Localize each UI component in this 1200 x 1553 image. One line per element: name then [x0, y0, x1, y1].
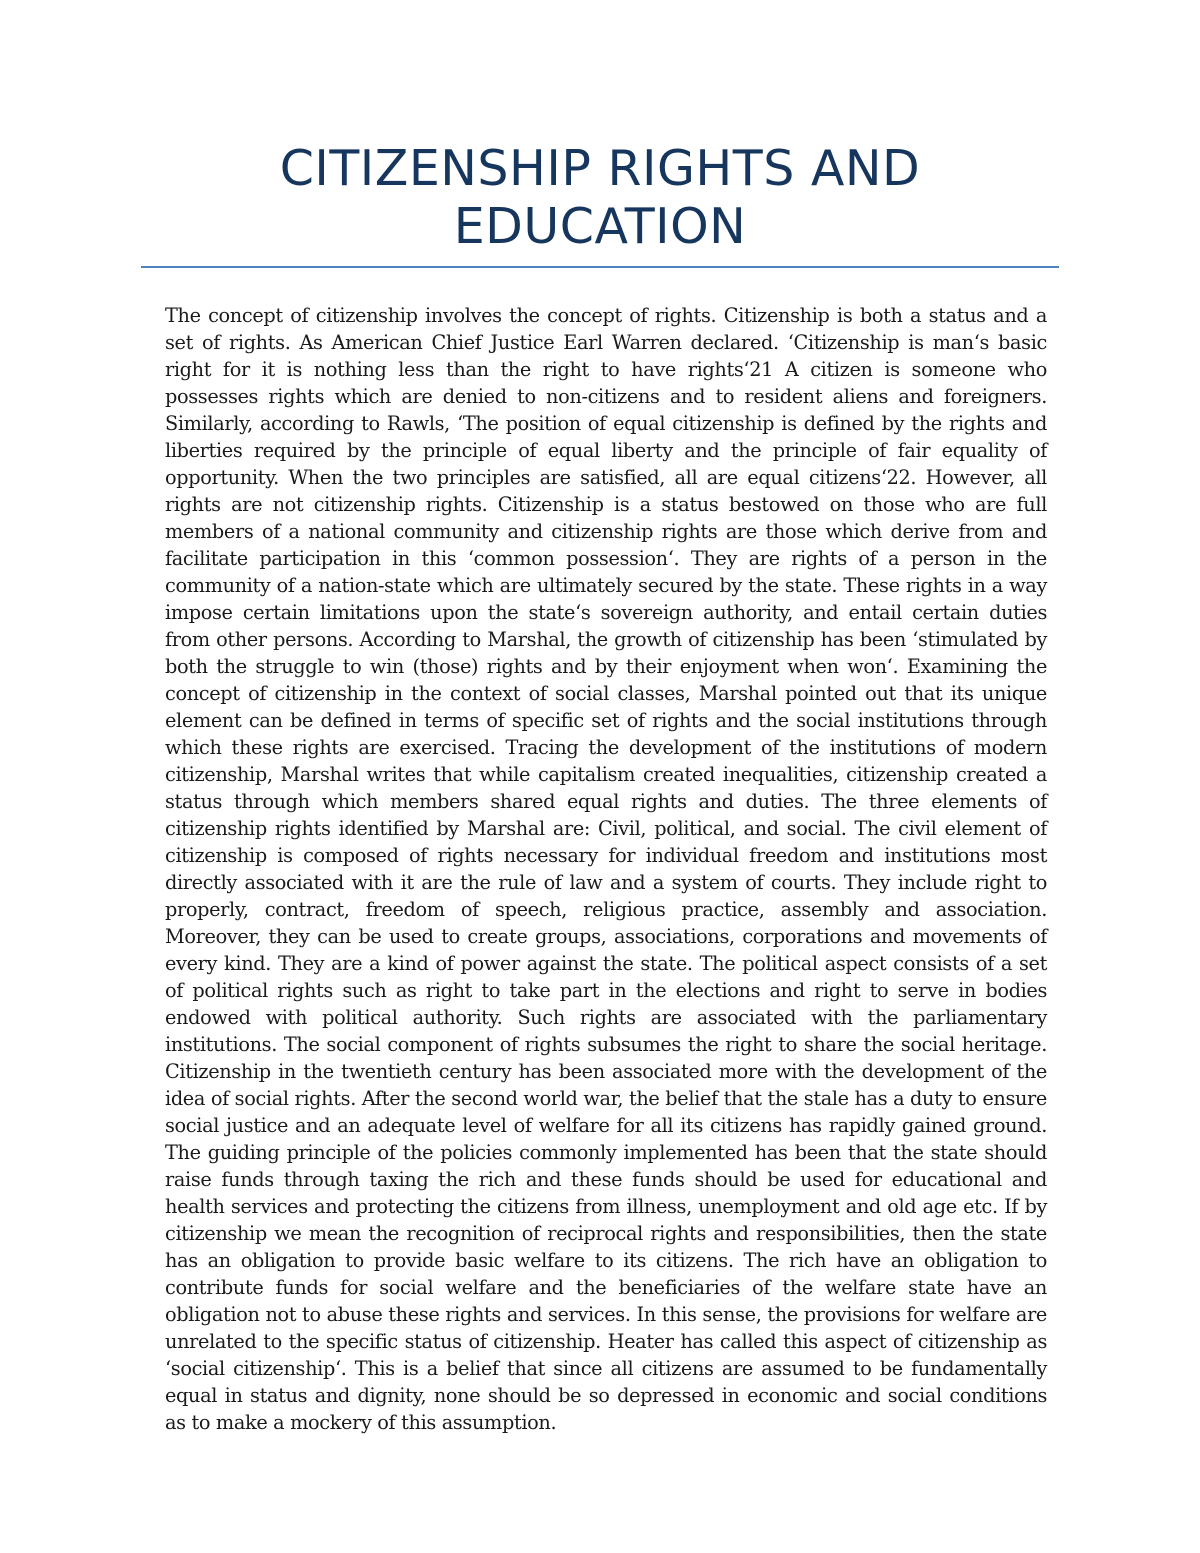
- body-paragraph: The concept of citizenship involves the concept of rights. Citizenship is both a status and a set of rights. As American Chief Justice Earl Warren declared. ‘Citizenship is man‘s basic right for it is nothing less than the right to have rights‘21 A citizen is someone who possesses rights which are denied to non-citizens and to resident aliens and foreigners. Similarly, according to Rawls, ‘The position of equal citizenship is defined by the rights and liberties required by the principle of equal liberty and the principle of fair equality of opportunity. When the two principles are satisfied, all are equal citizens‘22. However, all rights are not citizenship rights. Citizenship is a status bestowed on those who are full members of a national community and citizenship rights are those which derive from and facilitate participation in this ‘common possession‘. They are rights of a person in the community of a nation-state which are ultimately secured by the state. These rights in a way impose certain limitations upon the state‘s sovereign authority, and entail certain duties from other persons. According to Marshal, the growth of citizenship has been ‘stimulated by both the struggle to win (those) rights and by their enjoyment when won‘. Examining the concept of citizenship in the context of social classes, Marshal pointed out that its unique element can be defined in terms of specific set of rights and the social institutions through which these rights are exercised. Tracing the development of the institutions of modern citizenship, Marshal writes that while capitalism created inequalities, citizenship created a status through which members shared equal rights and duties. The three elements of citizenship rights identified by Marshal are: Civil, political, and social. The civil element of citizenship is composed of rights necessary for individual freedom and institutions most directly associated with it are the rule of law and a system of courts. They include right to properly, contract, freedom of speech, religious practice, assembly and association. Moreover, they can be used to create groups, associations, corporations and movements of every kind. They are a kind of power against the state. The political aspect consists of a set of political rights such as right to take part in the elections and right to serve in bodies endowed with political authority. Such rights are associated with the parliamentary institutions. The social component of rights subsumes the right to share the social heritage. Citizenship in the twentieth century has been associated more with the development of the idea of social rights. After the second world war, the belief that the stale has a duty to ensure social justice and an adequate level of welfare for all its citizens has rapidly gained ground. The guiding principle of the policies commonly implemented has been that the state should raise funds through taxing the rich and these funds should be used for educational and health services and protecting the citizens from illness, unemployment and old age etc. If by citizenship we mean the recognition of reciprocal rights and responsibilities, then the state has an obligation to provide basic welfare to its citizens. The rich have an obligation to contribute funds for social welfare and the beneficiaries of the welfare state have an obligation not to abuse these rights and services. In this sense, the provisions for welfare are unrelated to the specific status of citizenship. Heater has called this aspect of citizenship as ‘social citizenship‘. This is a belief that since all citizens are assumed to be fundamentally equal in status and dignity, none should be so depressed in economic and social conditions as to make a mockery of this assumption.: [165, 304, 1047, 1434]
- title-underline-divider: [141, 266, 1059, 268]
- document-title: [141, 140, 1059, 256]
- title-line-1: CITIZENSHIP RIGHTS AND: [279, 140, 921, 197]
- title-line-2: EDUCATION: [453, 198, 747, 255]
